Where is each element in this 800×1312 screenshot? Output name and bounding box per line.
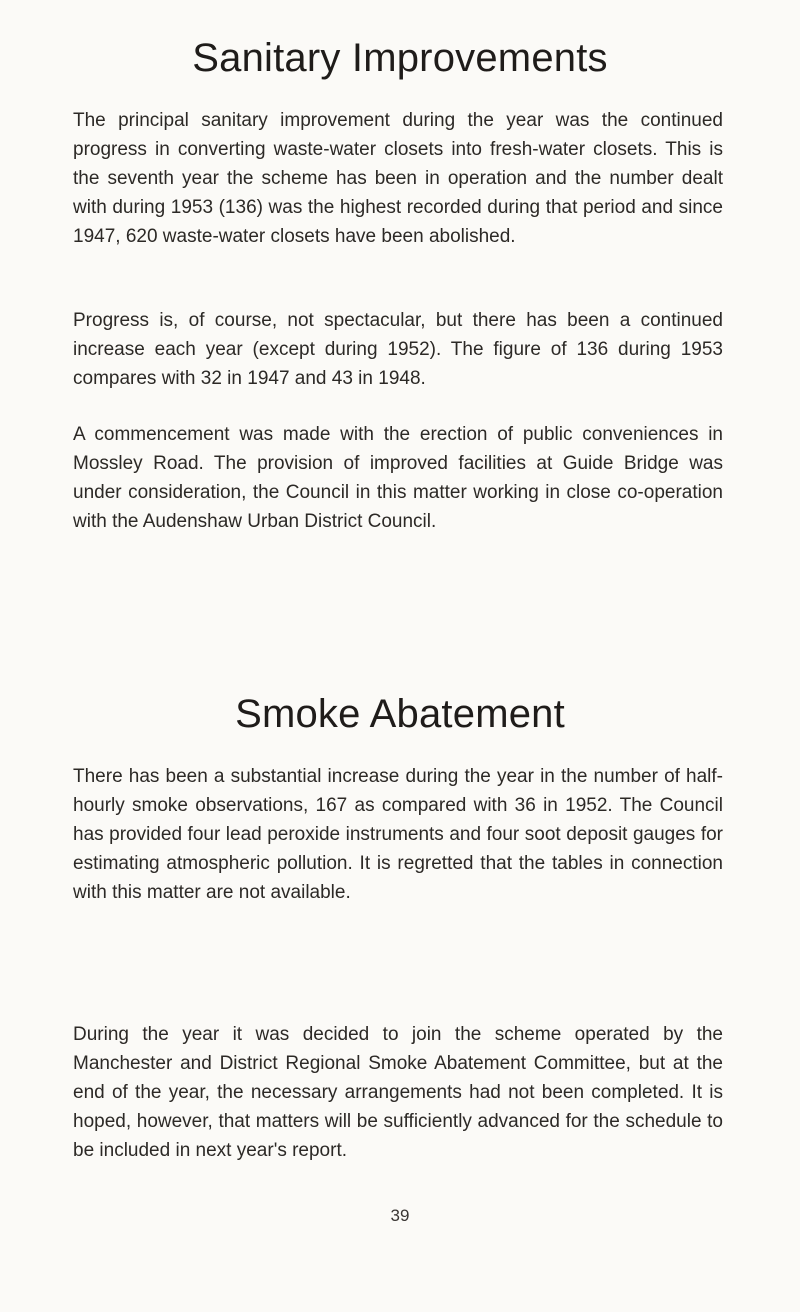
paragraph: During the year it was decided to join the scheme operated by the Manchester and District Regional Smoke Abatement Committee, but at the end of the year, the necessary arrangements had not been completed. It is hoped, however, that matters will be sufficiently advanced for the schedule to be included in next year's report. [73,1024,723,1161]
paragraph: Progress is, of course, not spectacular, but there has been a continued increase each year (except during 1952). The figure of 136 during 1953 compares with 32 in 1947 and 43 in 1948. [73,310,723,389]
section-heading-smoke-abatement: Smoke Abatement [235,692,565,736]
paragraph: The principal sanitary improvement during the year was the continued progress in converting waste-water closets into fresh-water closets. This is the seventh year the scheme has been in operation and the number dealt with during 1953 (136) was the highest recorded during that period and since 1947, 620 waste-water closets have been abolished. [73,110,723,247]
page-number: 39 [390,1206,410,1225]
paragraph: A commencement was made with the erection of public conveniences in Mossley Road. The provision of improved facilities at Guide Bridge was under consideration, the Council in this matter working in close co-operation with the Audenshaw Urban District Council. [73,424,723,532]
paragraph: There has been a substantial increase during the year in the number of half-hourly smoke observations, 167 as compared with 36 in 1952. The Council has provided four lead peroxide instruments and four soot deposit gauges for estimating atmospheric pollution. It is regretted that the tables in connection with this matter are not available. [73,766,723,903]
section-heading-sanitary-improvements: Sanitary Improvements [192,36,608,80]
